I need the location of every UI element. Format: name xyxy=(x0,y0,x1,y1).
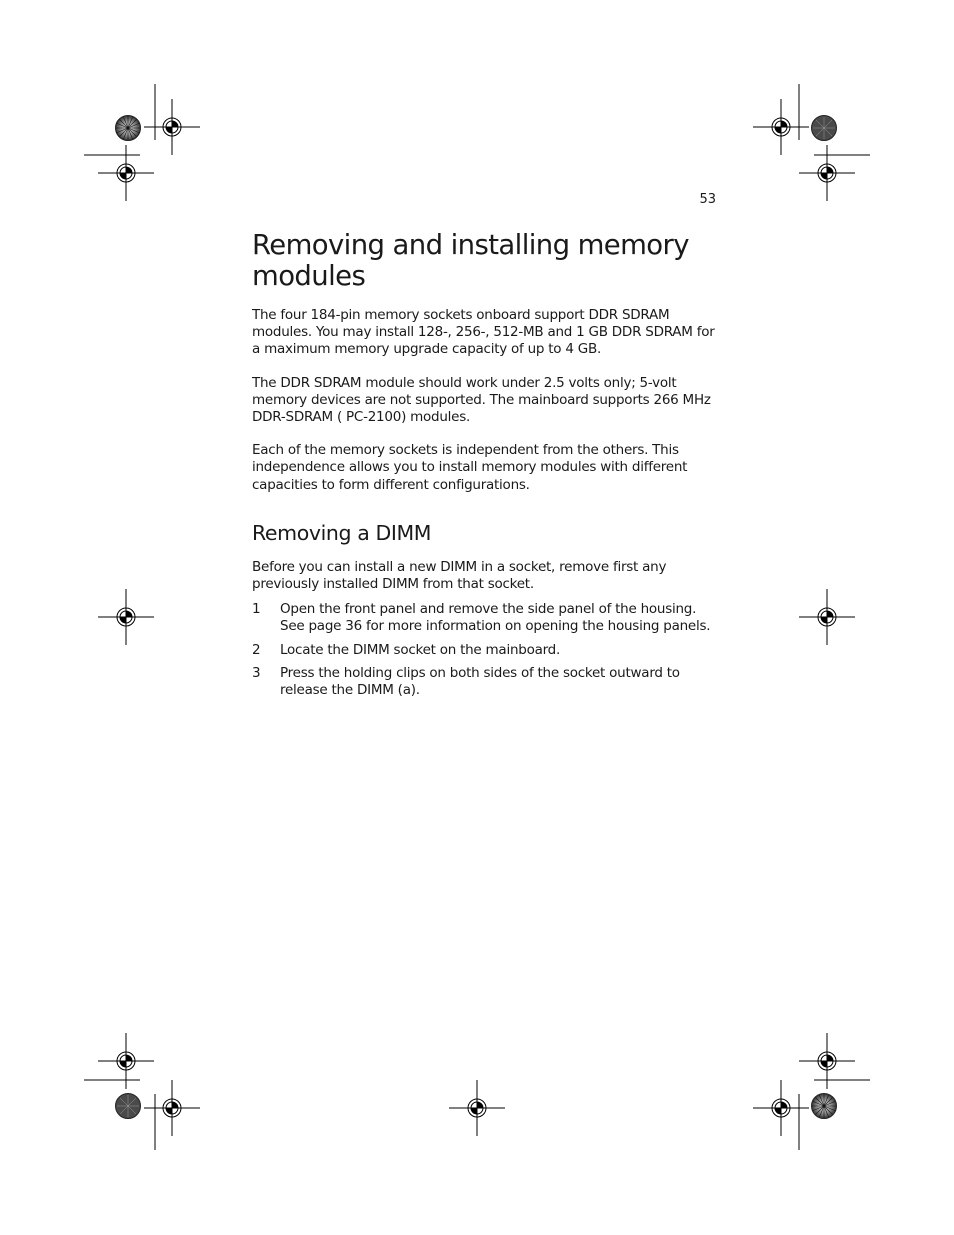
step-item xyxy=(252,642,722,659)
page-number: 53 xyxy=(699,192,716,207)
step-text: Press the holding clips on both sides of the socket outward to release the DIMM (a). xyxy=(280,664,680,699)
page-title: Removing and installing memory modules xyxy=(252,229,689,292)
step-item xyxy=(252,601,722,635)
step-text: Open the front panel and remove the side panel of the housing. See page 36 for more information on opening the housing panels. xyxy=(280,601,711,635)
intro-paragraph: Each of the memory sockets is independent from the others. This independence allows you to install memory modules with different capacities to form different configurations. xyxy=(252,442,688,493)
step-item xyxy=(252,665,722,699)
section-title: Removing a DIMM xyxy=(252,520,432,545)
intro-paragraph: The DDR SDRAM module should work under 2.5 volts only; 5-volt memory devices are not supported. The mainboard supports 266 MHz DDR-SDRAM ( PC-2100) modules. xyxy=(252,374,711,426)
intro-paragraph: The four 184-pin memory sockets onboard support DDR SDRAM modules. You may install 128-, 256-, 512-MB and 1 GB DDR SDRAM for a maximum memory upgrade capacity of up to 4 GB. xyxy=(252,307,715,358)
steps-list xyxy=(252,601,722,699)
document-body xyxy=(252,230,722,705)
step-number: 1 xyxy=(252,601,261,618)
step-number: 3 xyxy=(252,664,261,681)
section-intro: Before you can install a new DIMM in a socket, remove first any previously installed DIMM from that socket. xyxy=(252,558,667,593)
step-number: 2 xyxy=(252,641,261,658)
step-text: Locate the DIMM socket on the mainboard. xyxy=(280,641,561,658)
